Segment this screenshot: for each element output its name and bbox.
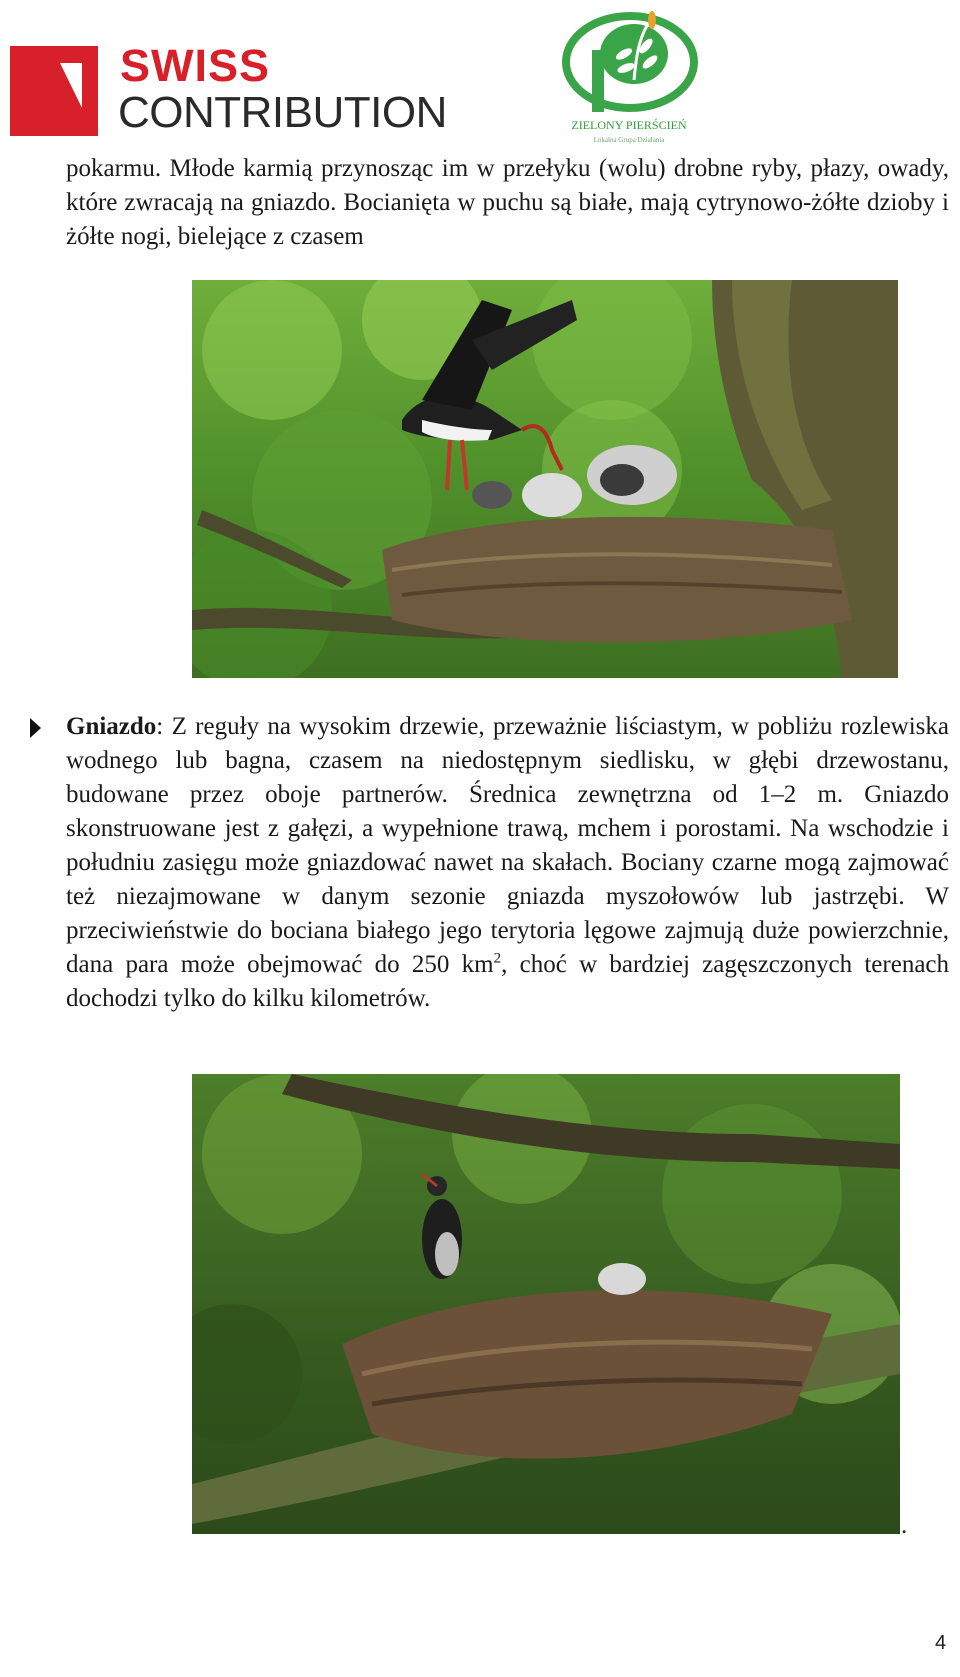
nest-text-part2: , choć w bardziej zagęszczonych terenach dochodzi tylko do kilku kilometrów. [66, 951, 950, 1012]
swiss-contribution-logo [10, 40, 450, 141]
nest-superscript: 2 [493, 950, 502, 967]
page-number: 4 [935, 1632, 947, 1654]
swiss-logo-word-swiss: SWISS [120, 40, 271, 91]
bullet-arrow-icon [30, 718, 41, 738]
zielony-pierscien-logo [556, 10, 702, 150]
swiss-flag-icon [10, 46, 98, 136]
photo-stork-on-nest [192, 1074, 900, 1534]
trailing-dot: . [901, 1512, 908, 1539]
paragraph-nest [66, 710, 949, 1016]
photo-stork-feeding-chicks [192, 280, 898, 678]
paragraph-feeding: pokarmu. Młode karmią przynosząc im w przełyku (wolu) drobne ryby, płazy, owady, które zwracają na gniazdo. Bocianięta w puchu są białe, mają cytrynowo-żółte dzioby i żółte nogi, bielejące z czasem [66, 155, 949, 250]
zp-logo-subtitle: Lokalna Grupa Działania [593, 136, 665, 144]
tree-emblem-icon [560, 10, 700, 118]
nest-text-part1: : Z reguły na wysokim drzewie, przeważnie liściastym, w pobliżu rozlewiska wodnego lub bagna, czasem na niedostępnym siedlisku, w głębi drzewostanu, budowane przez oboje partnerów. Średnica zewnętrzna od 1–2 m. Gniazdo skonstruowane jest z gałęzi, a wypełnione trawą, mchem i porostami. Na wschodzie i południu zasięgu może gniazdować nawet na skałach. Bociany czarne mogą zajmować też niezajmowane w danym sezonie gniazda myszołowów lub jastrzębi. W przeciwieństwie do bociana białego jego terytoria lęgowe zajmują duże powierzchnie, dana para może obejmować do 250 km [66, 713, 949, 978]
swiss-logo-word-contribution: CONTRIBUTION [118, 88, 447, 137]
nest-term: Gniazdo [66, 713, 157, 740]
zp-logo-name: ZIELONY PIERŚCIEŃ [571, 118, 687, 132]
